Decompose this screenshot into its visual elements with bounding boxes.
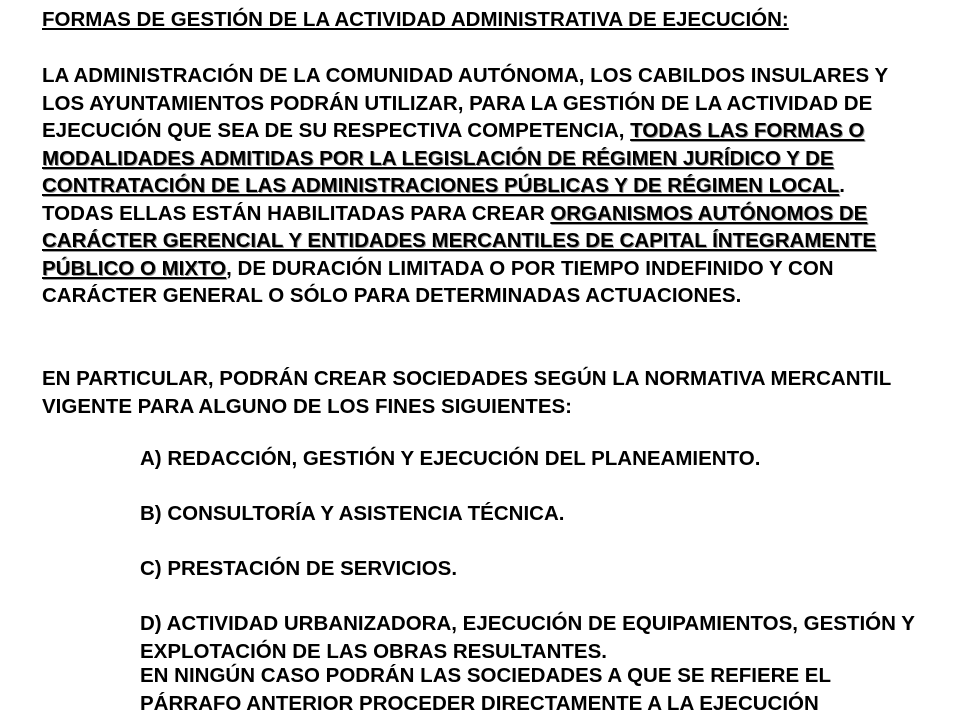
- emphasis-organisms: ORGANISMOS AUTÓNOMOS DE CARÁCTER GERENCIAL Y ENTIDADES MERCANTILES DE CAPITAL ÍNTEGRAMENTE PÚBLICO O MIXTO: [42, 201, 877, 280]
- paragraph-text-1: LA ADMINISTRACIÓN DE LA COMUNIDAD AUTÓNOMA, LOS CABILDOS INSULARES Y LOS AYUNTAMIENTOS PODRÁN UTILIZAR, PARA LA GESTIÓN DE LA ACTIVIDAD DE EJECUCIÓN QUE SEA DE SU RESPECTIVA COMPETENCIA,: [42, 64, 888, 142]
- list-item-b: B) CONSULTORÍA Y ASISTENCIA TÉCNICA.: [140, 502, 565, 525]
- paragraph-companies: EN PARTICULAR, PODRÁN CREAR SOCIEDADES SEGÚN LA NORMATIVA MERCANTIL VIGENTE PARA ALGUNO DE LOS FINES SIGUIENTES:: [42, 367, 891, 418]
- emphasis-legislation: TODAS LAS FORMAS O MODALIDADES ADMITIDAS POR LA LEGISLACIÓN DE RÉGIMEN JURÍDICO Y DE CONTRATACIÓN DE LAS ADMINISTRACIONES PÚBLICAS Y DE RÉGIMEN LOCAL: [42, 119, 865, 197]
- paragraph-text-2: . TODAS ELLAS ESTÁN HABILITADAS PARA CREAR: [42, 174, 845, 225]
- paragraph-text-3: , DE DURACIÓN LIMITADA O POR TIEMPO INDEFINIDO Y CON CARÁCTER GENERAL O SÓLO PARA DETERMINADAS ACTUACIONES.: [42, 256, 834, 307]
- slide-title: FORMAS DE GESTIÓN DE LA ACTIVIDAD ADMINISTRATIVA DE EJECUCIÓN:: [42, 8, 789, 31]
- paragraph-management-forms: [42, 62, 922, 310]
- list-item-c: C) PRESTACIÓN DE SERVICIOS.: [140, 557, 458, 580]
- list-item-d: D) ACTIVIDAD URBANIZADORA, EJECUCIÓN DE EQUIPAMIENTOS, GESTIÓN Y EXPLOTACIÓN DE LAS OBRAS RESULTANTES.: [140, 612, 915, 663]
- list-item-a: A) REDACCIÓN, GESTIÓN Y EJECUCIÓN DEL PLANEAMIENTO.: [140, 447, 761, 470]
- paragraph-restriction: EN NINGÚN CASO PODRÁN LAS SOCIEDADES A QUE SE REFIERE EL PÁRRAFO ANTERIOR PROCEDER DIRECTAMENTE A LA EJECUCIÓN: [140, 664, 831, 715]
